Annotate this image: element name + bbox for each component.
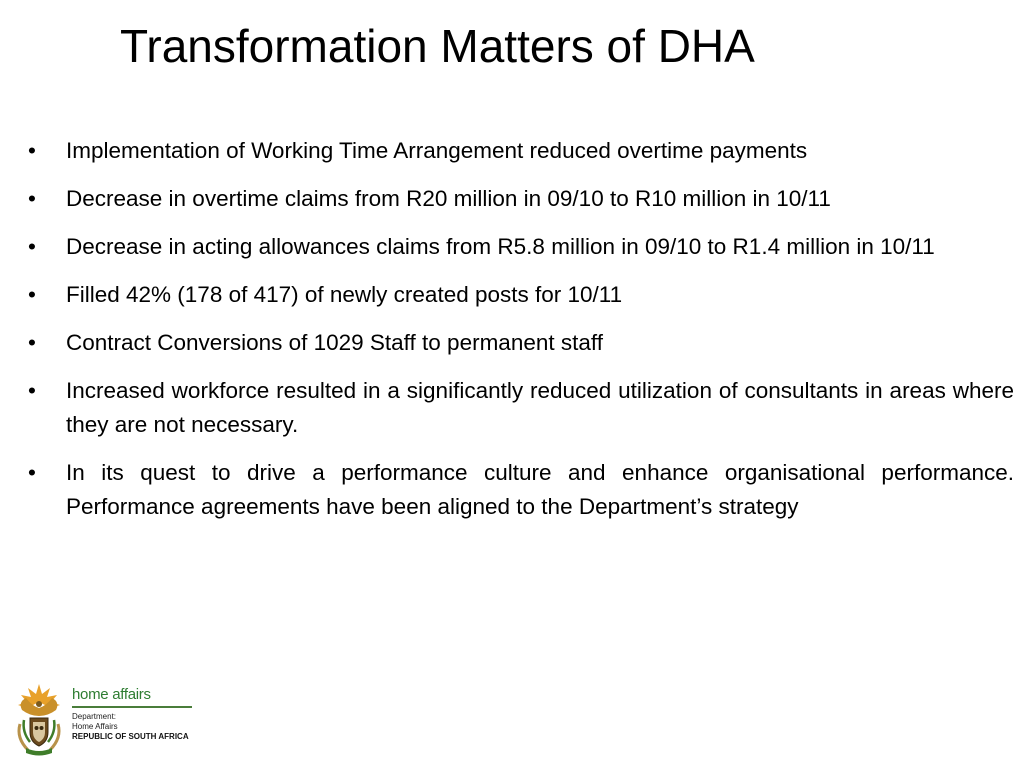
bullet-icon: • (28, 330, 36, 355)
bullet-icon: • (28, 138, 36, 163)
bullet-text: Contract Conversions of 1029 Staff to permanent staff (66, 330, 603, 355)
bullet-text: Decrease in acting allowances claims from R5.8 million in 09/10 to R1.4 million in 10/11 (66, 234, 935, 259)
department-name: Home Affairs (72, 721, 118, 731)
slide-title: Transformation Matters of DHA (120, 20, 755, 72)
bullet-item (28, 456, 1014, 524)
department-label: Department: (72, 711, 117, 721)
bullet-item (28, 374, 1014, 442)
bullet-icon: • (28, 282, 36, 307)
brand-divider (72, 706, 192, 708)
bullet-item (28, 134, 1014, 168)
bullet-text: Filled 42% (178 of 417) of newly created posts for 10/11 (66, 282, 623, 307)
bullet-icon: • (28, 186, 36, 211)
bullet-item (28, 230, 1014, 264)
bullet-icon: • (28, 378, 36, 403)
bullet-item (28, 278, 1014, 312)
coat-of-arms-icon (14, 680, 64, 758)
home-affairs-logo (14, 680, 194, 758)
bullet-text: Decrease in overtime claims from R20 million in 09/10 to R10 million in 10/11 (66, 186, 831, 211)
bullet-icon: • (28, 234, 36, 259)
bullet-list (28, 134, 1014, 538)
country-name: REPUBLIC OF SOUTH AFRICA (72, 731, 189, 741)
logo-text (72, 686, 197, 742)
bullet-item (28, 182, 1014, 216)
bullet-text: Increased workforce resulted in a significantly reduced utilization of consultants in areas where they are not necessary. (66, 378, 1014, 437)
bullet-icon: • (28, 460, 36, 485)
bullet-item (28, 326, 1014, 360)
bullet-text: In its quest to drive a performance culture and enhance organisational performance. Performance agreements have been aligned to the Department’s strategy (66, 460, 1014, 519)
bullet-text: Implementation of Working Time Arrangement reduced overtime payments (66, 138, 808, 163)
brand-name: home affairs (72, 686, 151, 703)
